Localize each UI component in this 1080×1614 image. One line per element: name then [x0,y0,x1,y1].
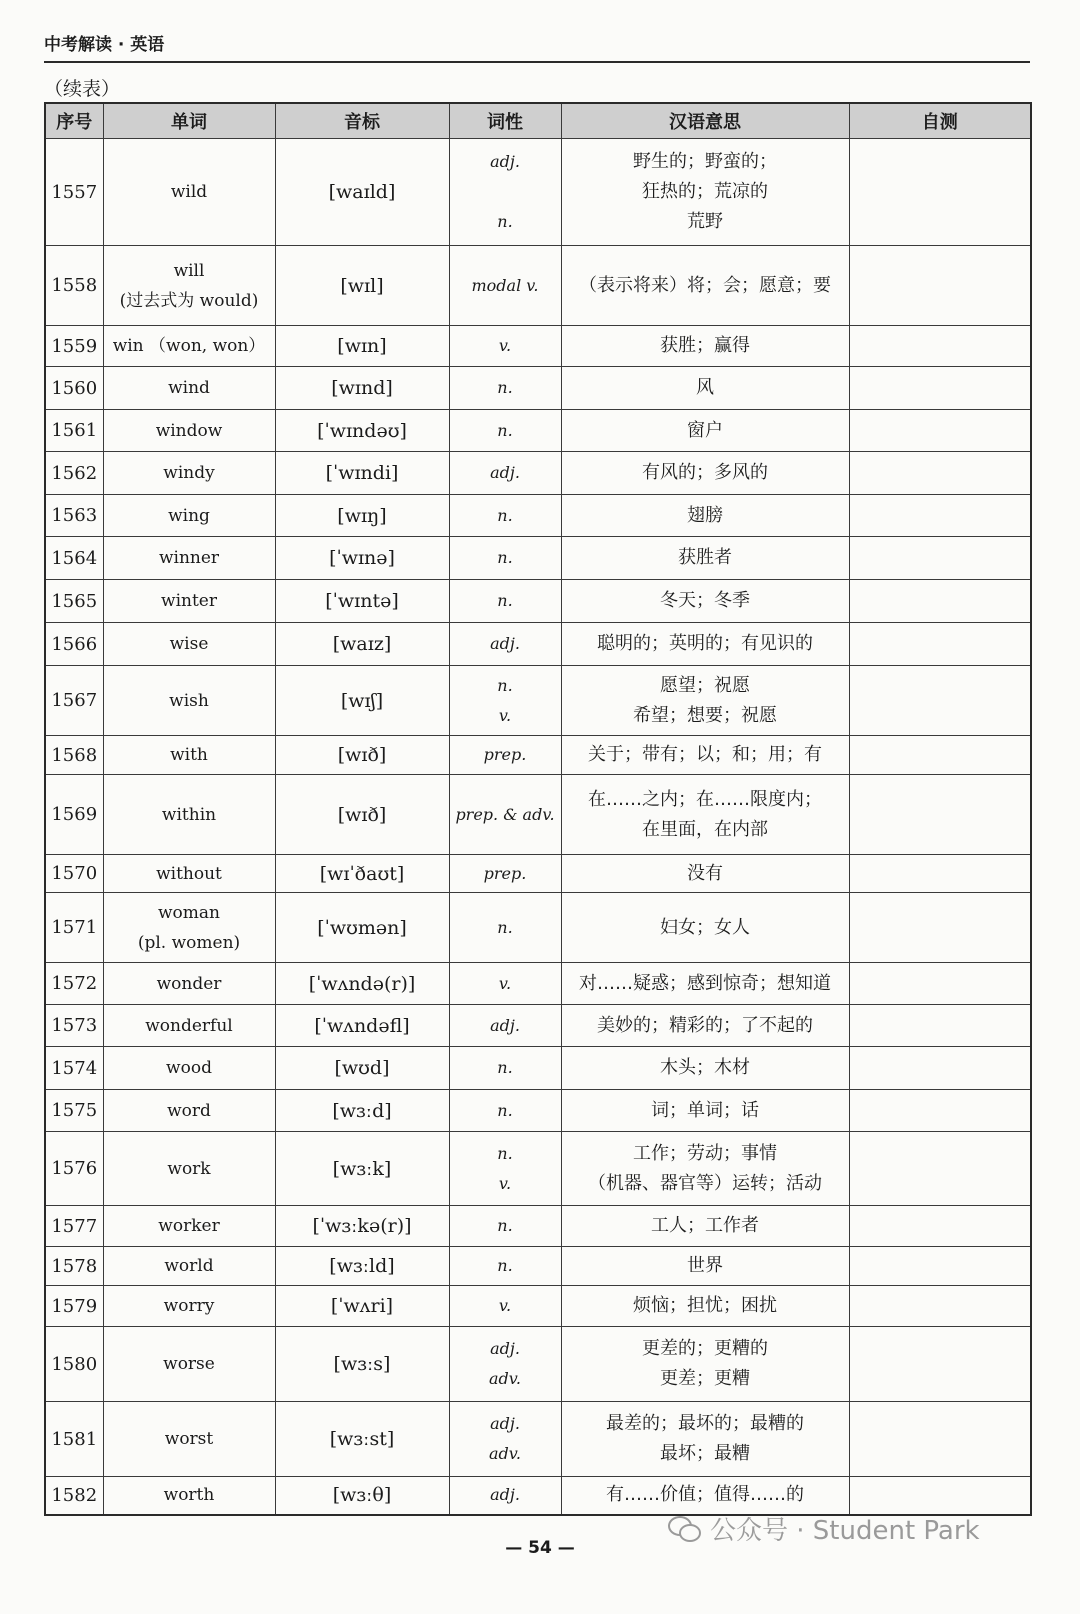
cell-number: 1567 [45,666,103,736]
pos-item: v. [498,1173,512,1193]
pos-item: prep. [483,745,527,764]
meaning-line: 聪明的；英明的；有见识的 [597,633,813,654]
table-row [45,1286,1031,1327]
word-line: with [170,745,208,765]
cell-number: 1561 [45,410,103,452]
cell-phonetic: [wɜːk] [275,1132,449,1206]
cell-meaning [561,139,849,246]
cell-word [103,580,275,623]
meaning-line: 荒野 [687,211,723,232]
cell-word [103,1206,275,1247]
pos-item: n. [497,917,513,937]
cell-phonetic: [wɜːs] [275,1327,449,1402]
cell-part-of-speech [449,855,561,893]
cell-number: 1580 [45,1327,103,1402]
cell-self-test [849,623,1031,666]
cell-number: 1571 [45,893,103,963]
table-row [45,623,1031,666]
cell-meaning [561,537,849,580]
cell-part-of-speech [449,1477,561,1515]
word-line: wood [166,1058,212,1078]
cell-phonetic: [wɪˈðaʊt] [275,855,449,893]
cell-word [103,1047,275,1090]
table-row [45,666,1031,736]
pos-item: adj. [490,634,520,653]
cell-phonetic: [ˈwʌri] [275,1286,449,1327]
table-row [45,963,1031,1005]
cell-meaning [561,495,849,537]
word-line: wind [168,378,210,398]
cell-word [103,410,275,452]
cell-meaning [561,367,849,410]
word-line: worth [163,1485,215,1506]
cell-phonetic: [ˈwʌndə(r)] [275,963,449,1005]
watermark-text: 公众号 · Student Park [710,1516,980,1546]
meaning-line: 在……之内；在……限度内； [588,788,822,810]
cell-meaning [561,963,849,1005]
table-row [45,1477,1031,1515]
cell-part-of-speech [449,580,561,623]
meaning-line: 最坏；最糟 [660,1443,750,1464]
pos-item: n. [497,675,513,695]
cell-phonetic: [ˈwɪndi] [275,452,449,495]
cell-self-test [849,410,1031,452]
cell-phonetic: [wʊd] [275,1047,449,1090]
cell-number: 1557 [45,139,103,246]
table-row [45,495,1031,537]
table-row [45,775,1031,855]
cell-phonetic: [wɪð] [275,736,449,775]
pos-item: adj. [490,1485,520,1505]
word-line: win （won, won） [112,336,266,356]
cell-number: 1559 [45,326,103,367]
cell-phonetic: [wɜːst] [275,1402,449,1477]
word-line: worker [158,1216,220,1236]
cell-part-of-speech [449,1005,561,1047]
cell-meaning [561,623,849,666]
meaning-line: 获胜者 [678,547,732,568]
cell-phonetic: [ˈwɪndəʊ] [275,410,449,452]
cell-part-of-speech [449,410,561,452]
cell-self-test [849,775,1031,855]
cell-number: 1562 [45,452,103,495]
word-line: wish [169,690,209,711]
cell-self-test [849,666,1031,736]
pos-item: adj. [490,1015,520,1035]
cell-part-of-speech [449,1206,561,1247]
cell-phonetic: [ˈwʌndəfl] [275,1005,449,1047]
cell-number: 1566 [45,623,103,666]
meaning-line: 关于；带有；以；和；用；有 [588,744,822,765]
cell-self-test [849,139,1031,246]
meaning-line: 愿望；祝愿 [660,674,750,696]
cell-self-test [849,855,1031,893]
cell-number: 1577 [45,1206,103,1247]
cell-word [103,1402,275,1477]
cell-word [103,963,275,1005]
table-row [45,1402,1031,1477]
pos-item: n. [497,212,513,231]
cell-number: 1581 [45,1402,103,1477]
table-row [45,1132,1031,1206]
continued-label: （续表） [44,78,121,100]
cell-part-of-speech [449,495,561,537]
page-number: — 54 — [505,1538,575,1558]
cell-part-of-speech [449,452,561,495]
cell-part-of-speech [449,1132,561,1206]
word-line: (过去式为 would) [119,290,259,311]
cell-self-test [849,1206,1031,1247]
cell-self-test [849,1247,1031,1286]
meaning-line: 没有 [687,862,723,884]
cell-meaning [561,1047,849,1090]
cell-part-of-speech [449,367,561,410]
cell-phonetic: [ˈwɪnə] [275,537,449,580]
pos-item: v. [498,705,512,725]
word-line: windy [163,463,215,483]
cell-meaning [561,326,849,367]
cell-number: 1560 [45,367,103,410]
pos-item: n. [497,1058,513,1077]
cell-meaning [561,1247,849,1286]
meaning-line: 对……疑惑；感到惊奇；想知道 [579,972,831,994]
vocabulary-table [44,102,1032,1516]
meaning-line: （机器、器官等）运转；活动 [588,1172,822,1194]
cell-part-of-speech [449,1090,561,1132]
cell-word [103,367,275,410]
meaning-line: 狂热的；荒凉的 [642,181,768,202]
pos-item: n. [497,505,513,525]
table-row [45,1247,1031,1286]
cell-word [103,1005,275,1047]
cell-self-test [849,537,1031,580]
cell-phonetic: [wɪð] [275,775,449,855]
cell-part-of-speech [449,246,561,326]
cell-self-test [849,580,1031,623]
cell-number: 1565 [45,580,103,623]
meaning-line: 获胜；赢得 [660,335,750,356]
cell-phonetic: [ˈwɪntə] [275,580,449,623]
cell-word [103,537,275,580]
table-row [45,537,1031,580]
pos-item: adj. [490,152,520,171]
meaning-line: 烦恼；担忧；困扰 [633,1295,777,1316]
cell-phonetic: [ˈwʊmən] [275,893,449,963]
table-row [45,1327,1031,1402]
cell-meaning [561,1206,849,1247]
cell-part-of-speech [449,537,561,580]
cell-self-test [849,452,1031,495]
pos-item: n. [497,1256,513,1275]
meaning-line: 有风的；多风的 [642,462,768,483]
cell-self-test [849,893,1031,963]
cell-meaning [561,666,849,736]
cell-part-of-speech [449,623,561,666]
cell-part-of-speech [449,139,561,246]
cell-self-test [849,246,1031,326]
header-phonetic: 音标 [275,103,449,139]
cell-part-of-speech [449,1402,561,1477]
cell-self-test [849,1005,1031,1047]
cell-phonetic: [wɪnd] [275,367,449,410]
cell-word [103,666,275,736]
word-line: winter [161,591,217,611]
cell-self-test [849,1286,1031,1327]
word-line: woman [158,902,220,923]
pos-item: adv. [488,1369,521,1388]
header-number: 序号 [45,103,103,139]
meaning-line: 更差的；更糟的 [642,1338,768,1359]
table-row [45,893,1031,963]
meaning-line: 在里面，在内部 [642,818,768,840]
table-row [45,452,1031,495]
pos-item: n. [497,1143,513,1163]
table-row [45,410,1031,452]
cell-number: 1572 [45,963,103,1005]
cell-meaning [561,736,849,775]
cell-phonetic: [wɪl] [275,246,449,326]
pos-item: n. [497,1216,513,1235]
table-row [45,139,1031,246]
cell-part-of-speech [449,963,561,1005]
cell-meaning [561,452,849,495]
cell-number: 1570 [45,855,103,893]
cell-self-test [849,1132,1031,1206]
pos-item: n. [497,378,513,397]
cell-self-test [849,1327,1031,1402]
cell-phonetic: [waɪz] [275,623,449,666]
cell-part-of-speech [449,1247,561,1286]
meaning-line: 最差的；最坏的；最糟的 [606,1413,804,1434]
word-line: worse [163,1354,215,1374]
word-line: wing [168,505,210,526]
cell-word [103,452,275,495]
meaning-line: （表示将来）将；会；愿意；要 [579,274,831,296]
meaning-line: 工人；工作者 [651,1215,759,1236]
meaning-line: 野生的；野蛮的； [633,151,777,172]
cell-part-of-speech [449,1286,561,1327]
cell-meaning [561,246,849,326]
cell-word [103,855,275,893]
cell-self-test [849,1402,1031,1477]
cell-phonetic: [waɪld] [275,139,449,246]
cell-number: 1579 [45,1286,103,1327]
pos-item: n. [497,591,513,610]
header-self-test: 自测 [849,103,1031,139]
pos-item: v. [498,1296,512,1315]
word-line: will [173,260,205,281]
cell-phonetic: [wɜːθ] [275,1477,449,1515]
cell-word [103,1090,275,1132]
meaning-line: 翅膀 [687,504,723,526]
pos-item: adj. [490,1339,520,1358]
meaning-line: 冬天；冬季 [660,590,750,611]
cell-word [103,495,275,537]
cell-number: 1582 [45,1477,103,1515]
page-header: 中考解读 · 英语 [44,30,1030,63]
cell-self-test [849,495,1031,537]
word-line: work [167,1158,211,1179]
meaning-line: 妇女；女人 [660,916,750,938]
header-meaning: 汉语意思 [561,103,849,139]
cell-number: 1573 [45,1005,103,1047]
pos-item: prep. [483,863,527,883]
cell-meaning [561,855,849,893]
cell-meaning [561,1090,849,1132]
cell-self-test [849,1477,1031,1515]
pos-item: adv. [488,1444,521,1463]
cell-number: 1564 [45,537,103,580]
pos-item: n. [497,548,513,567]
cell-phonetic: [wɪŋ] [275,495,449,537]
table-row [45,1206,1031,1247]
word-line: wonderful [145,1015,233,1036]
cell-self-test [849,736,1031,775]
cell-meaning [561,1286,849,1327]
cell-phonetic: [wɜːld] [275,1247,449,1286]
cell-meaning [561,775,849,855]
meaning-line: 美妙的；精彩的；了不起的 [597,1014,813,1036]
header-word: 单词 [103,103,275,139]
table-row [45,367,1031,410]
word-line: worst [164,1429,214,1449]
word-line: world [164,1256,214,1276]
cell-meaning [561,1005,849,1047]
meaning-line: 木头；木材 [660,1057,750,1078]
word-line: wild [170,182,208,202]
cell-number: 1576 [45,1132,103,1206]
cell-self-test [849,1090,1031,1132]
meaning-line: 世界 [687,1255,723,1276]
cell-part-of-speech [449,1047,561,1090]
cell-number: 1558 [45,246,103,326]
table-header-row [45,103,1031,139]
cell-part-of-speech [449,1327,561,1402]
word-line: without [156,863,222,884]
cell-meaning [561,1477,849,1515]
cell-phonetic: [wɪn] [275,326,449,367]
meaning-line: 有……价值；值得……的 [606,1484,804,1506]
cell-word [103,139,275,246]
meaning-line: 风 [696,377,714,398]
table-row [45,855,1031,893]
cell-part-of-speech [449,326,561,367]
pos-item: v. [498,973,512,993]
table-row [45,736,1031,775]
cell-phonetic: [wɪʃ] [275,666,449,736]
pos-item: n. [497,420,513,440]
meaning-line: 窗户 [687,419,723,441]
table-row [45,1005,1031,1047]
meaning-line: 词；单词；话 [651,1099,759,1121]
word-line: within [161,804,217,825]
cell-number: 1568 [45,736,103,775]
cell-word [103,893,275,963]
cell-number: 1563 [45,495,103,537]
cell-word [103,1132,275,1206]
pos-item: adj. [490,1414,520,1433]
cell-word [103,1477,275,1515]
cell-meaning [561,1327,849,1402]
cell-number: 1578 [45,1247,103,1286]
cell-word [103,736,275,775]
meaning-line: 工作；劳动；事情 [633,1142,777,1164]
table-row [45,1090,1031,1132]
header-part-of-speech: 词性 [449,103,561,139]
cell-part-of-speech [449,666,561,736]
pos-item: v. [498,336,512,355]
word-line: wise [169,634,209,654]
cell-word [103,1327,275,1402]
word-line: word [167,1100,211,1121]
cell-self-test [849,326,1031,367]
cell-meaning [561,410,849,452]
pos-item: modal v. [471,275,539,295]
cell-number: 1575 [45,1090,103,1132]
pos-item: prep. & adv. [455,804,555,824]
cell-meaning [561,1402,849,1477]
cell-word [103,326,275,367]
table-row [45,326,1031,367]
cell-self-test [849,367,1031,410]
cell-phonetic: [ˈwɜːkə(r)] [275,1206,449,1247]
table-row [45,246,1031,326]
cell-number: 1569 [45,775,103,855]
cell-part-of-speech [449,893,561,963]
meaning-line: 希望；想要；祝愿 [633,704,777,726]
cell-word [103,1286,275,1327]
table-row [45,1047,1031,1090]
cell-meaning [561,580,849,623]
cell-meaning [561,1132,849,1206]
word-line: worry [163,1296,215,1316]
cell-self-test [849,1047,1031,1090]
word-line: (pl. women) [137,932,241,953]
cell-word [103,623,275,666]
word-line: window [155,420,223,441]
meaning-line: 更差；更糟 [660,1368,750,1389]
cell-word [103,1247,275,1286]
cell-word [103,246,275,326]
cell-number: 1574 [45,1047,103,1090]
word-line: wonder [156,973,222,994]
cell-meaning [561,893,849,963]
table-row [45,580,1031,623]
cell-phonetic: [wɜːd] [275,1090,449,1132]
cell-part-of-speech [449,736,561,775]
cell-word [103,775,275,855]
pos-item: adj. [490,463,520,482]
pos-item: n. [497,1100,513,1120]
cell-part-of-speech [449,775,561,855]
word-line: winner [158,548,220,568]
cell-self-test [849,963,1031,1005]
